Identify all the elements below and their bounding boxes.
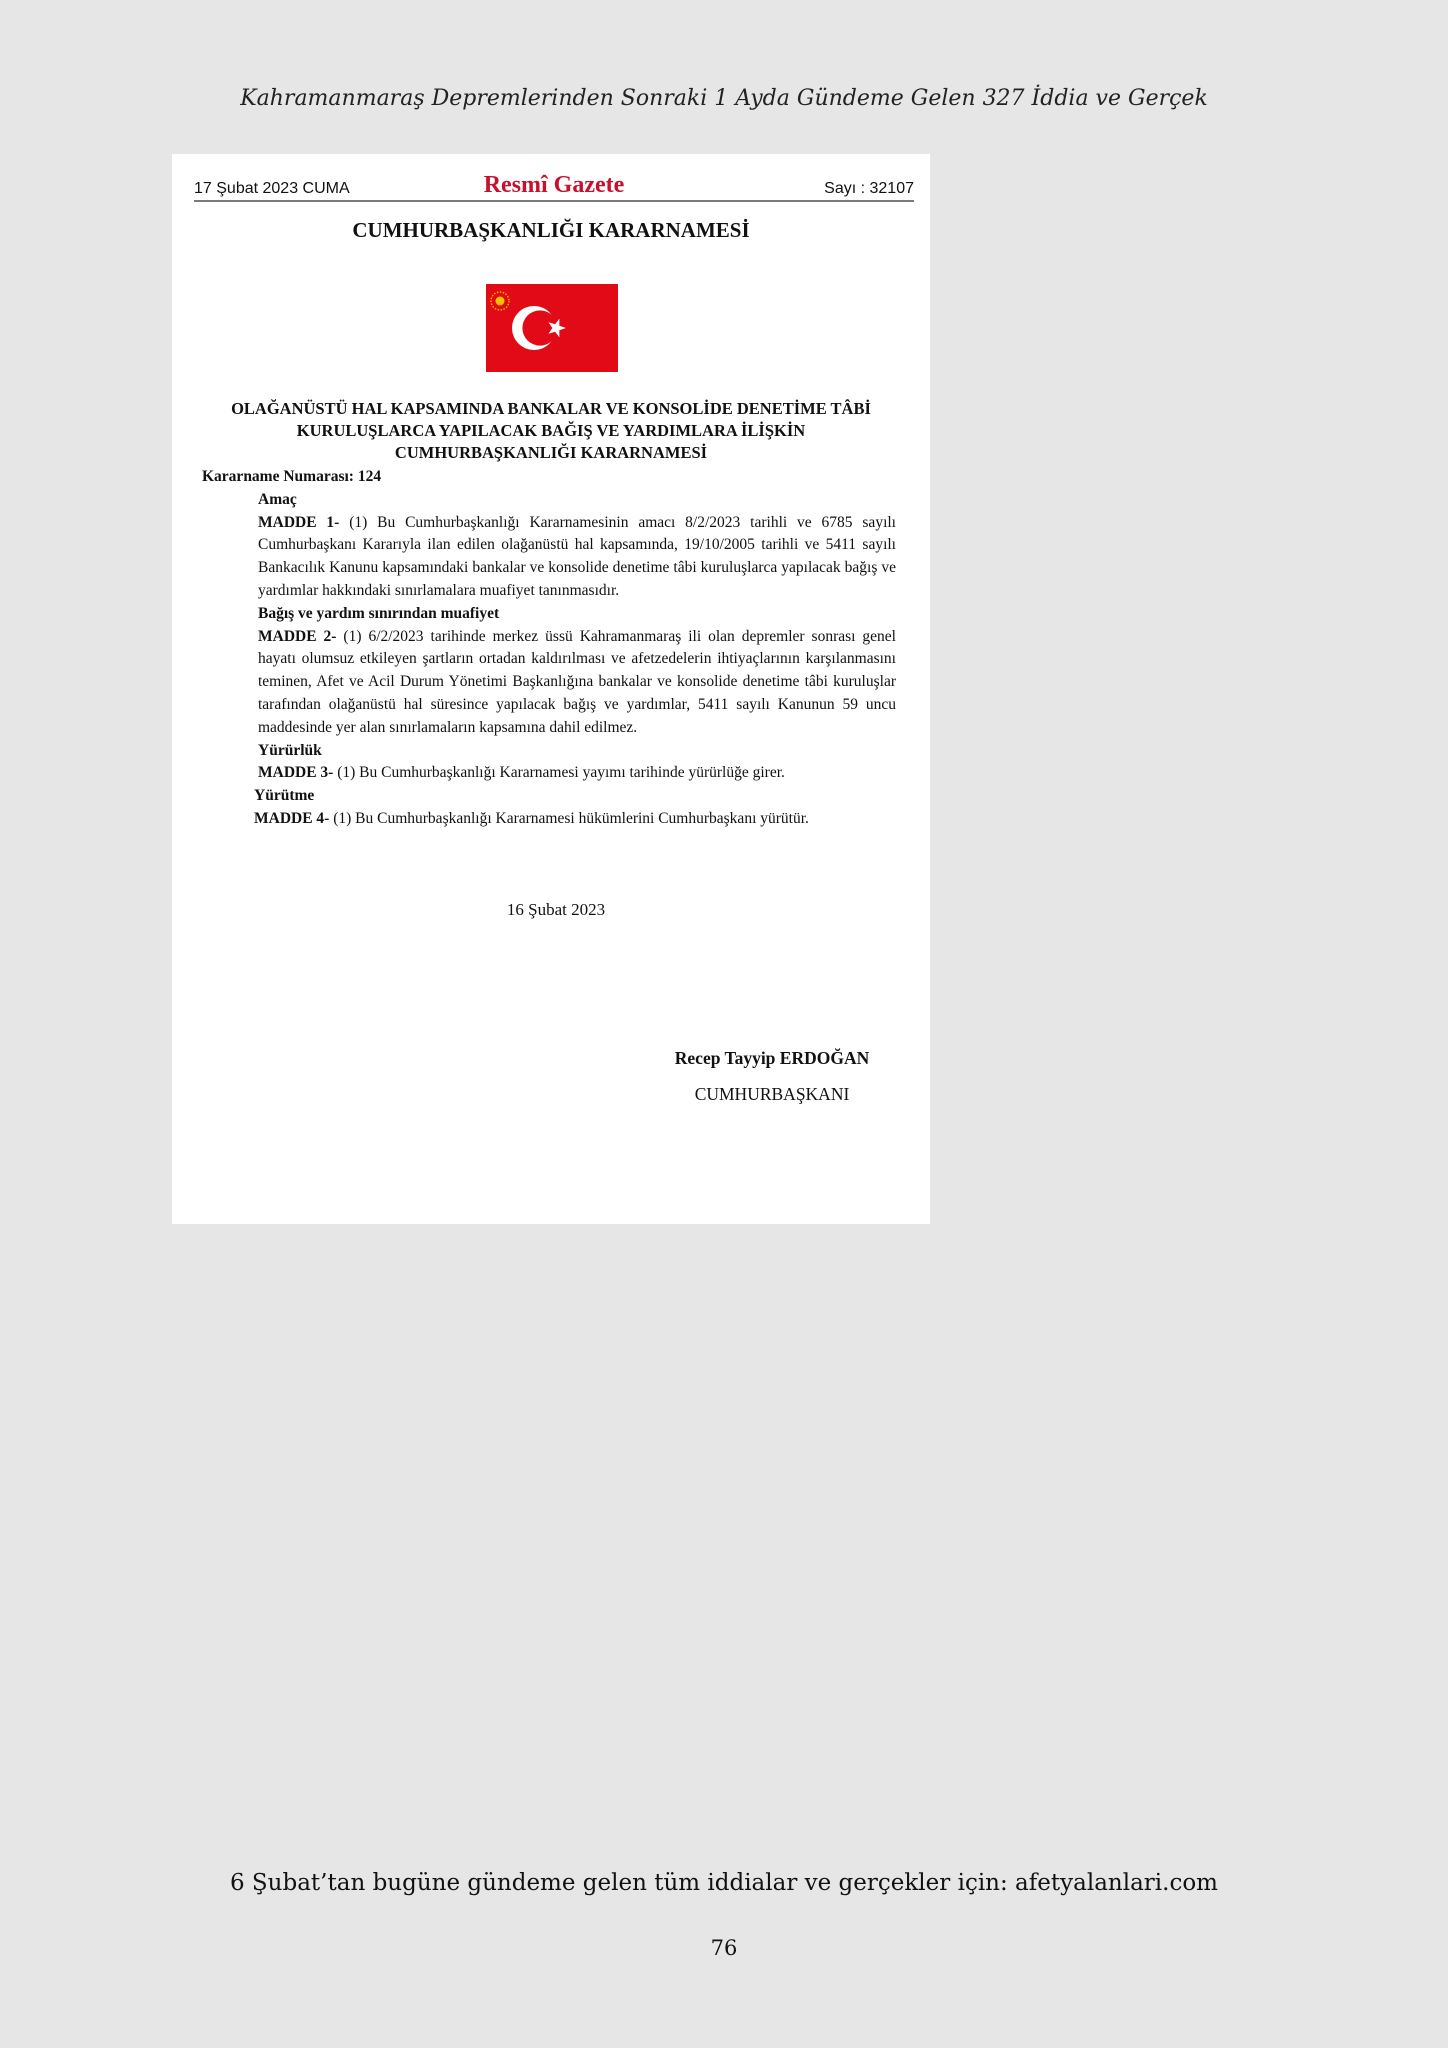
running-head: Kahramanmaraş Depremlerinden Sonraki 1 Ayda Gündeme Gelen 327 İddia ve Gerçek: [240, 86, 1208, 111]
article-text: (1) Bu Cumhurbaşkanlığı Kararnamesi hükümlerini Cumhurbaşkanı yürütür.: [329, 809, 809, 827]
decree-title-line: CUMHURBAŞKANLIĞI KARARNAMESİ: [394, 443, 708, 462]
article-label: MADDE 3-: [258, 764, 334, 782]
masthead-divider: [194, 200, 914, 202]
article-text: (1) Bu Cumhurbaşkanlığı Kararnamesinin amacı 8/2/2023 tarihli ve 6785 sayılı Cumhurbaşkanı Kararıyla ilan edilen olağanüstü hal kapsamında, 19/10/2005 tarihli ve 5411 sayılı Bankacılık Kanunu kapsamındaki bankalar ve konsolide denetime tâbi kuruluşlarca yapılacak bağış ve yardımlar hakkındaki sınırlamalara muafiyet tanınmasıdır.: [258, 513, 896, 599]
article-3: [202, 762, 896, 785]
article-4: [202, 808, 896, 831]
signer-name: Recep Tayyip ERDOĞAN: [674, 1048, 870, 1068]
article-text: (1) 6/2/2023 tarihinde merkez üssü Kahramanmaraş ili olan depremler sonrası genel hayatı olumsuz etkileyen şartların ortadan kaldırılması ve afetzedelerin ihtiyaçlarının karşılanmasını teminen, Afet ve Acil Durum Yönetimi Başkanlığına bankalar ve konsolide denetime tâbi kuruluşlar tarafından olağanüstü hal süresince yapılacak bağış ve yardımlar, 5411 sayılı Kanunun 59 uncu maddesinde yer alan sınırlamaların kapsamına dahil edilmez.: [258, 627, 896, 736]
decree-title-line: KURULUŞLARCA YAPILACAK BAĞIŞ VE YARDIMLARA İLİŞKİN: [296, 421, 806, 440]
article-label: MADDE 4-: [254, 809, 330, 827]
decree-body: [202, 466, 896, 831]
gazette-issue-number: Sayı : 32107: [824, 180, 914, 197]
decree-header: CUMHURBAŞKANLIĞI KARARNAMESİ: [352, 218, 750, 242]
article-label: MADDE 2-: [258, 627, 337, 645]
footer-note: 6 Şubat’tan bugüne gündeme gelen tüm iddialar ve gerçekler için: afetyalanlari.com: [229, 1870, 1218, 1896]
signature-date: 16 Şubat 2023: [506, 900, 606, 919]
article-heading: Amaç: [258, 490, 297, 508]
article-label: MADDE 1-: [258, 513, 340, 531]
decree-title-line: OLAĞANÜSTÜ HAL KAPSAMINDA BANKALAR VE KONSOLİDE DENETİME TÂBİ: [231, 399, 871, 418]
article-heading: Yürütme: [254, 787, 315, 805]
decree-title: [194, 398, 908, 464]
signer-title: CUMHURBAŞKANI: [694, 1084, 850, 1104]
gazette-date: 17 Şubat 2023 CUMA: [194, 180, 350, 197]
gazette-masthead: [194, 172, 914, 202]
decree-number: Kararname Numarası: 124: [202, 468, 382, 485]
article-1: [202, 512, 896, 603]
article-text: (1) Bu Cumhurbaşkanlığı Kararnamesi yayımı tarihinde yürürlüğe girer.: [333, 764, 785, 782]
article-heading: Bağış ve yardım sınırından muafiyet: [258, 604, 500, 622]
gazette-title: Resmî Gazete: [483, 172, 625, 198]
gazette-clipping: [172, 154, 930, 1224]
article-heading: Yürürlük: [258, 741, 322, 759]
article-2: [202, 626, 896, 740]
page-number: 76: [710, 1936, 738, 1960]
turkish-flag-icon: [486, 284, 618, 372]
